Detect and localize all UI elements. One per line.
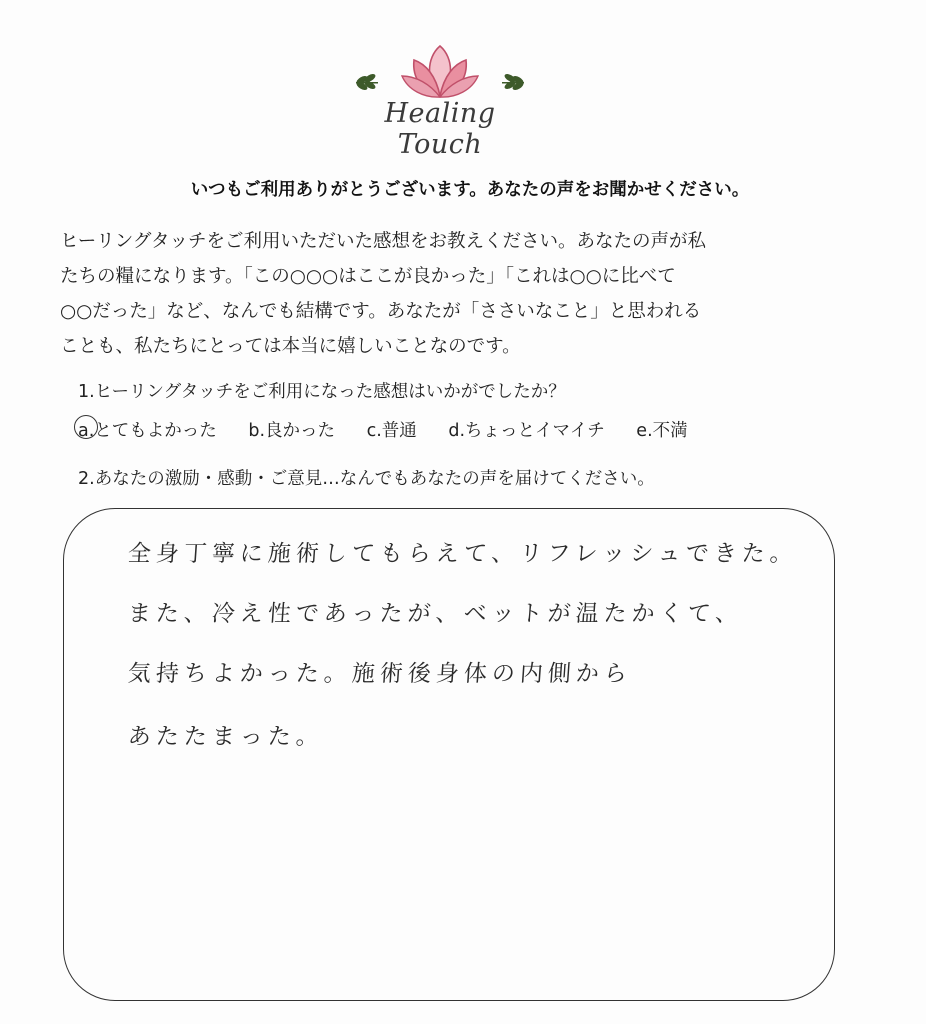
option-c[interactable]: c.普通 [366, 421, 417, 441]
right-leaf-sprig-icon [502, 72, 525, 91]
handwritten-answer-line: 全身丁寧に施術してもらえて、リフレッシュできた。 [126, 541, 799, 567]
lotus-icon [340, 40, 540, 100]
selection-circle-mark [74, 415, 98, 439]
option-label: a.とてもよかった [78, 421, 217, 441]
page-heading: いつもご利用ありがとうございます。あなたの声をお聞かせください。 [190, 180, 750, 200]
question-2: 2.あなたの激励・感動・ご意見…なんでもあなたの声を届けてください。 [78, 469, 655, 489]
intro-line: たちの糧になります。「この○○○はここが良かった」「これは○○に比べて [60, 266, 676, 287]
left-leaf-sprig-icon [355, 72, 378, 91]
option-e[interactable]: e.不満 [636, 421, 688, 441]
brand-name: Healing Touch [384, 98, 496, 160]
intro-line: ○○だった」など、なんでも結構です。あなたが「ささいなこと」と思われる [60, 301, 702, 322]
handwritten-answer-line: あたたまった。 [126, 724, 325, 750]
option-d[interactable]: d.ちょっとイマイチ [448, 421, 605, 441]
intro-paragraph [60, 224, 860, 364]
answer-box[interactable] [63, 508, 835, 1001]
option-b[interactable]: b.良かった [248, 421, 336, 441]
intro-line: ことも、私たちにとっては本当に嬉しいことなのです。 [60, 336, 521, 357]
question-1-options [78, 417, 714, 442]
handwritten-answer-line: また、冷え性であったが、ベットが温たかくて、 [126, 601, 745, 627]
question-1: 1.ヒーリングタッチをご利用になった感想はいかがでしたか？ [78, 382, 566, 402]
healing-touch-logo [340, 40, 540, 160]
handwritten-answer-line: 気持ちよかった。施術後身体の内側から [126, 661, 633, 687]
intro-line: ヒーリングタッチをご利用いただいた感想をお教えください。あなたの声が私 [60, 231, 707, 252]
option-a-selected[interactable] [78, 417, 217, 442]
